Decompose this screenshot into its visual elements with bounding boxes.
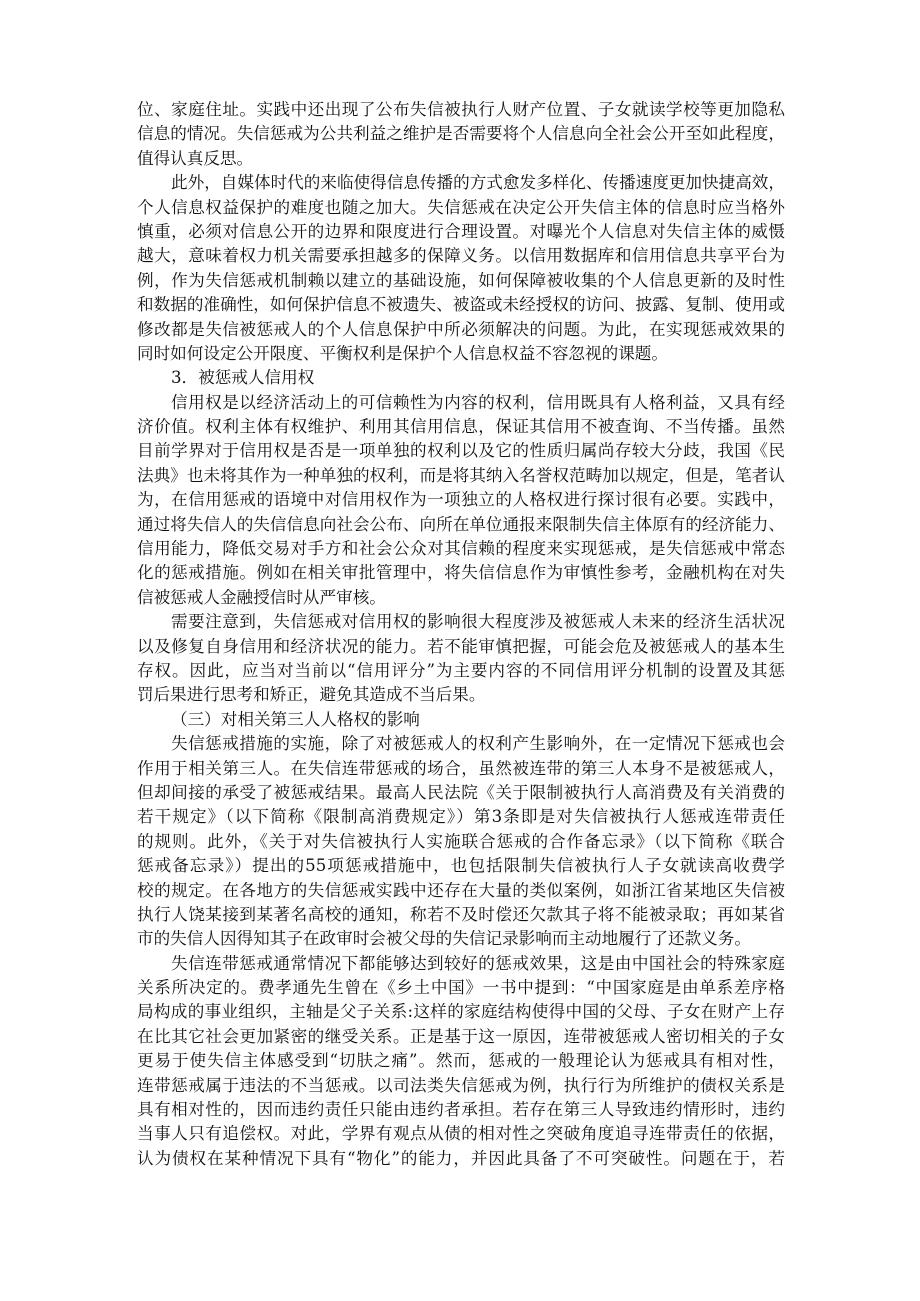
paragraph xyxy=(137,732,785,952)
text-line: 信用权是以经济活动上的可信赖性为内容的权利，信用既具有人格利益，又具有经 xyxy=(171,392,785,412)
text-line: 信用能力，降低交易对手方和社会公众对其信赖的程度来实现惩戒，是失信惩戒中常态 xyxy=(137,539,785,559)
text-line: 信息的情况。失信惩戒为公共利益之维护是否需要将个人信息向全社会公开至如此程度， xyxy=(137,124,785,144)
text-line: 罚后果进行思考和矫正，避免其造成不当后果。 xyxy=(137,685,486,705)
text-line: 越大，意味着权力机关需要承担越多的保障义务。以信用数据库和信用信息共享平台为 xyxy=(137,246,785,266)
text-line: 信被惩戒人金融授信时从严审核。 xyxy=(137,587,386,607)
text-line: 个人信息权益保护的难度也随之加大。失信惩戒在决定公开失信主体的信息时应当格外 xyxy=(137,197,785,217)
text-line: 若干规定》（以下简称《限制高消费规定》）第3条即是对失信被执行人惩戒连带责任 xyxy=(137,807,785,827)
text-line: 市的失信人因得知其子在政审时会被父母的失信记录影响而主动地履行了还款义务。 xyxy=(137,929,751,949)
text-line: 在比其它社会更加紧密的继受关系。正是基于这一原因，连带被惩戒人密切相关的子女 xyxy=(137,1026,785,1046)
text-line: 此外，自媒体时代的来临使得信息传播的方式愈发多样化、传播速度更加快捷高效， xyxy=(171,173,785,193)
text-line: 需要注意到，失信惩戒对信用权的影响很大程度涉及被惩戒人未来的经济生活状况 xyxy=(171,612,785,632)
text-line: 认为债权在某种情况下具有“物化”的能力，并因此具备了不可突破性。问题在于，若 xyxy=(137,1148,785,1168)
text-line: 局构成的事业组织，主轴是父子关系:这样的家庭结构使得中国的父母、子女在财产上存 xyxy=(137,1002,785,1022)
document-page xyxy=(137,98,785,1171)
text-line: 作用于相关第三人。在失信连带惩戒的场合，虽然被连带的第三人本身不是被惩戒人， xyxy=(137,758,785,778)
text-line: 校的规定。在各地方的失信惩戒实践中还存在大量的类似案例，如浙江省某地区失信被 xyxy=(137,880,785,900)
text-line: 惩戒备忘录》）提出的55项惩戒措施中，也包括限制失信被执行人子女就读高收费学 xyxy=(137,856,785,876)
text-line: 失信惩戒措施的实施，除了对被惩戒人的权利产生影响外，在一定情况下惩戒也会 xyxy=(171,734,785,754)
paragraph xyxy=(137,391,785,611)
section-heading xyxy=(137,708,785,732)
text-line: 为，在信用惩戒的语境中对信用权作为一项独立的人格权进行探讨很有必要。实践中， xyxy=(137,490,785,510)
text-line: 济价值。权利主体有权维护、利用其信用信息，保证其信用不被查询、不当传播。虽然 xyxy=(137,417,785,437)
paragraph xyxy=(137,952,785,1172)
heading-text: （三）对相关第三人人格权的影响 xyxy=(171,709,420,729)
text-line: 以及修复自身信用和经济状况的能力。若不能审慎把握，可能会危及被惩戒人的基本生 xyxy=(137,636,785,656)
paragraph xyxy=(137,171,785,366)
text-line: 的规则。此外，《关于对失信被执行人实施联合惩戒的合作备忘录》（以下简称《联合 xyxy=(137,831,785,851)
text-line: 具有相对性的，因而违约责任只能由违约者承担。若存在第三人导致违约情形时，违约 xyxy=(137,1100,785,1120)
text-line: 存权。因此，应当对当前以“信用评分”为主要内容的不同信用评分机制的设置及其惩 xyxy=(137,660,785,680)
text-line: 失信连带惩戒通常情况下都能够达到较好的惩戒效果，这是由中国社会的特殊家庭 xyxy=(171,953,785,973)
text-line: 化的惩戒措施。例如在相关审批管理中，将失信信息作为审慎性参考，金融机构在对失 xyxy=(137,563,785,583)
text-line: 当事人只有追偿权。对此，学界有观点从债的相对性之突破角度追寻连带责任的依据， xyxy=(137,1124,785,1144)
text-line: 关系所决定的。费孝通先生曾在《乡土中国》一书中提到：“中国家庭是由单系差序格 xyxy=(137,978,785,998)
paragraph xyxy=(137,98,785,171)
section-heading xyxy=(137,366,785,390)
text-line: 但却间接的承受了被惩戒结果。最高人民法院《关于限制被执行人高消费及有关消费的 xyxy=(137,782,785,802)
text-line: 修改都是失信被惩戒人的个人信息保护中所必须解决的问题。为此，在实现惩戒效果的 xyxy=(137,319,785,339)
text-line: 法典》也未将其作为一种单独的权利，而是将其纳入名誉权范畴加以规定，但是，笔者认 xyxy=(137,465,785,485)
text-line: 和数据的准确性，如何保护信息不被遗失、被盗或未经授权的访问、披露、复制、使用或 xyxy=(137,295,785,315)
text-line: 执行人饶某接到某著名高校的通知，称若不及时偿还欠款其子将不能被录取；再如某省 xyxy=(137,904,785,924)
text-line: 慎重，必须对信息公开的边界和限度进行合理设置。对曝光个人信息对失信主体的威慑 xyxy=(137,221,785,241)
text-line: 更易于使失信主体感受到“切肤之痛”。然而，惩戒的一般理论认为惩戒具有相对性， xyxy=(137,1051,785,1071)
text-line: 连带惩戒属于违法的不当惩戒。以司法类失信惩戒为例，执行行为所维护的债权关系是 xyxy=(137,1075,785,1095)
text-line: 值得认真反思。 xyxy=(137,148,254,168)
text-line: 通过将失信人的失信信息向社会公布、向所在单位通报来限制失信主体原有的经济能力、 xyxy=(137,514,785,534)
text-line: 位、家庭住址。实践中还出现了公布失信被执行人财产位置、子女就读学校等更加隐私 xyxy=(137,100,785,119)
text-line: 例，作为失信惩戒机制赖以建立的基础设施，如何保障被收集的个人信息更新的及时性 xyxy=(137,270,785,290)
text-line: 目前学界对于信用权是否是一项单独的权利以及它的性质归属尚存较大分歧，我国《民 xyxy=(137,441,785,461)
paragraph xyxy=(137,610,785,708)
heading-text: 3．被惩戒人信用权 xyxy=(171,368,315,388)
text-line: 同时如何设定公开限度、平衡权利是保护个人信息权益不容忽视的课题。 xyxy=(137,343,668,363)
